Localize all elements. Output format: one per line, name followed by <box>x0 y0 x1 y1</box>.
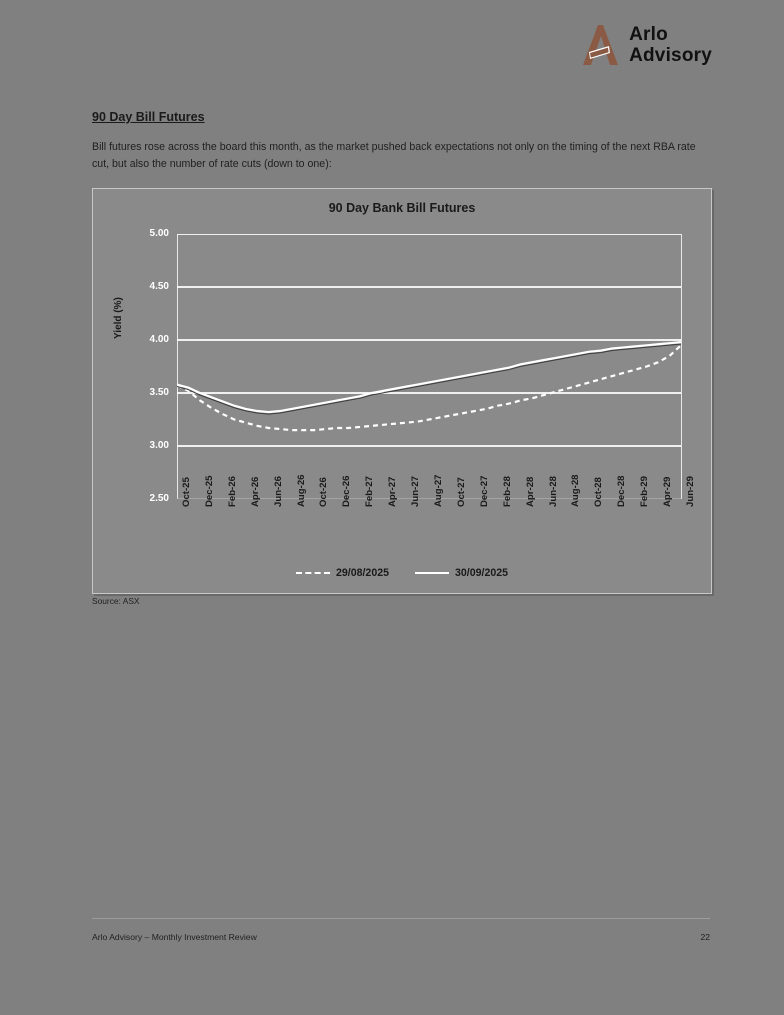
chart-x-tick-13: Dec-27 <box>478 475 490 507</box>
chart-y-tick-2: 3.50 <box>149 387 169 398</box>
chart-y-tick-3: 4.00 <box>149 334 169 345</box>
chart-x-tick-12: Oct-27 <box>455 477 467 507</box>
brand-name-line1: Arlo <box>629 24 668 45</box>
chart-series-line-dashed <box>177 345 681 430</box>
legend-label-1: 30/09/2025 <box>455 567 509 579</box>
chart-axis-right <box>681 234 682 499</box>
chart-x-tick-18: Oct-28 <box>593 477 605 507</box>
legend-swatch-dashed-icon <box>296 572 330 574</box>
page-title: 90 Day Bill Futures <box>92 110 205 124</box>
chart-legend <box>93 567 711 579</box>
footer-divider <box>92 918 710 919</box>
chart-gridlines <box>177 234 681 499</box>
chart-x-tick-8: Feb-27 <box>364 476 376 507</box>
legend-item-1[interactable] <box>415 567 508 579</box>
chart-x-tick-5: Aug-26 <box>295 474 307 507</box>
chart-y-tick-1: 3.00 <box>149 440 169 451</box>
chart-x-tick-11: Aug-27 <box>433 474 444 507</box>
brand-logo <box>577 22 712 68</box>
footer-page-number: 22 <box>700 932 710 942</box>
chart-svg <box>177 234 681 499</box>
chart-x-tick-9: Apr-27 <box>387 476 399 507</box>
chart-x-tick-2: Feb-26 <box>226 476 238 507</box>
chart-x-tick-10: Jun-27 <box>410 476 422 507</box>
legend-swatch-solid-icon <box>415 572 449 574</box>
chart-x-tick-17: Aug-28 <box>570 474 582 507</box>
chart-x-tick-14: Feb-28 <box>501 476 513 507</box>
chart-x-tick-15: Apr-28 <box>524 476 536 507</box>
chart-x-tick-7: Dec-26 <box>341 475 353 507</box>
chart-x-tick-19: Dec-28 <box>616 475 628 507</box>
chart-x-tick-4: Jun-26 <box>272 476 284 507</box>
body-paragraph: Bill futures rose across the board this month, as the market pushed back expectations not only on the timing of the next RBA rate cut, but also the number of rate cuts (down to one): <box>92 141 696 171</box>
chart-x-tick-20: Feb-29 <box>639 476 651 507</box>
chart-container <box>92 188 712 594</box>
chart-y-tick-4: 4.50 <box>149 281 169 292</box>
footer-text: Arlo Advisory – Monthly Investment Review <box>92 932 257 942</box>
chart-x-tick-3: Apr-26 <box>249 476 261 507</box>
arlo-a-mark-icon <box>577 22 621 68</box>
chart-y-tick-5: 5.00 <box>149 228 169 239</box>
chart-x-tick-0: Oct-25 <box>181 477 192 507</box>
chart-y-tick-0: 2.50 <box>149 493 169 504</box>
chart-plot-area <box>177 234 681 499</box>
chart-series-line-solid-shadow <box>177 344 681 414</box>
legend-label-0: 29/08/2025 <box>335 567 389 579</box>
chart-title: 90 Day Bank Bill Futures <box>328 201 476 215</box>
chart-x-tick-1: Dec-25 <box>203 475 215 507</box>
legend-item-0[interactable] <box>296 567 389 579</box>
chart-y-axis-label: Yield (%) <box>113 297 124 339</box>
brand-name-line2: Advisory <box>629 45 712 66</box>
chart-x-tick-21: Apr-29 <box>662 476 674 507</box>
chart-x-tick-22: Jun-29 <box>685 476 696 507</box>
chart-x-tick-6: Oct-26 <box>318 477 330 507</box>
source-note: Source: ASX <box>92 596 140 606</box>
chart-x-tick-16: Jun-28 <box>547 476 559 507</box>
